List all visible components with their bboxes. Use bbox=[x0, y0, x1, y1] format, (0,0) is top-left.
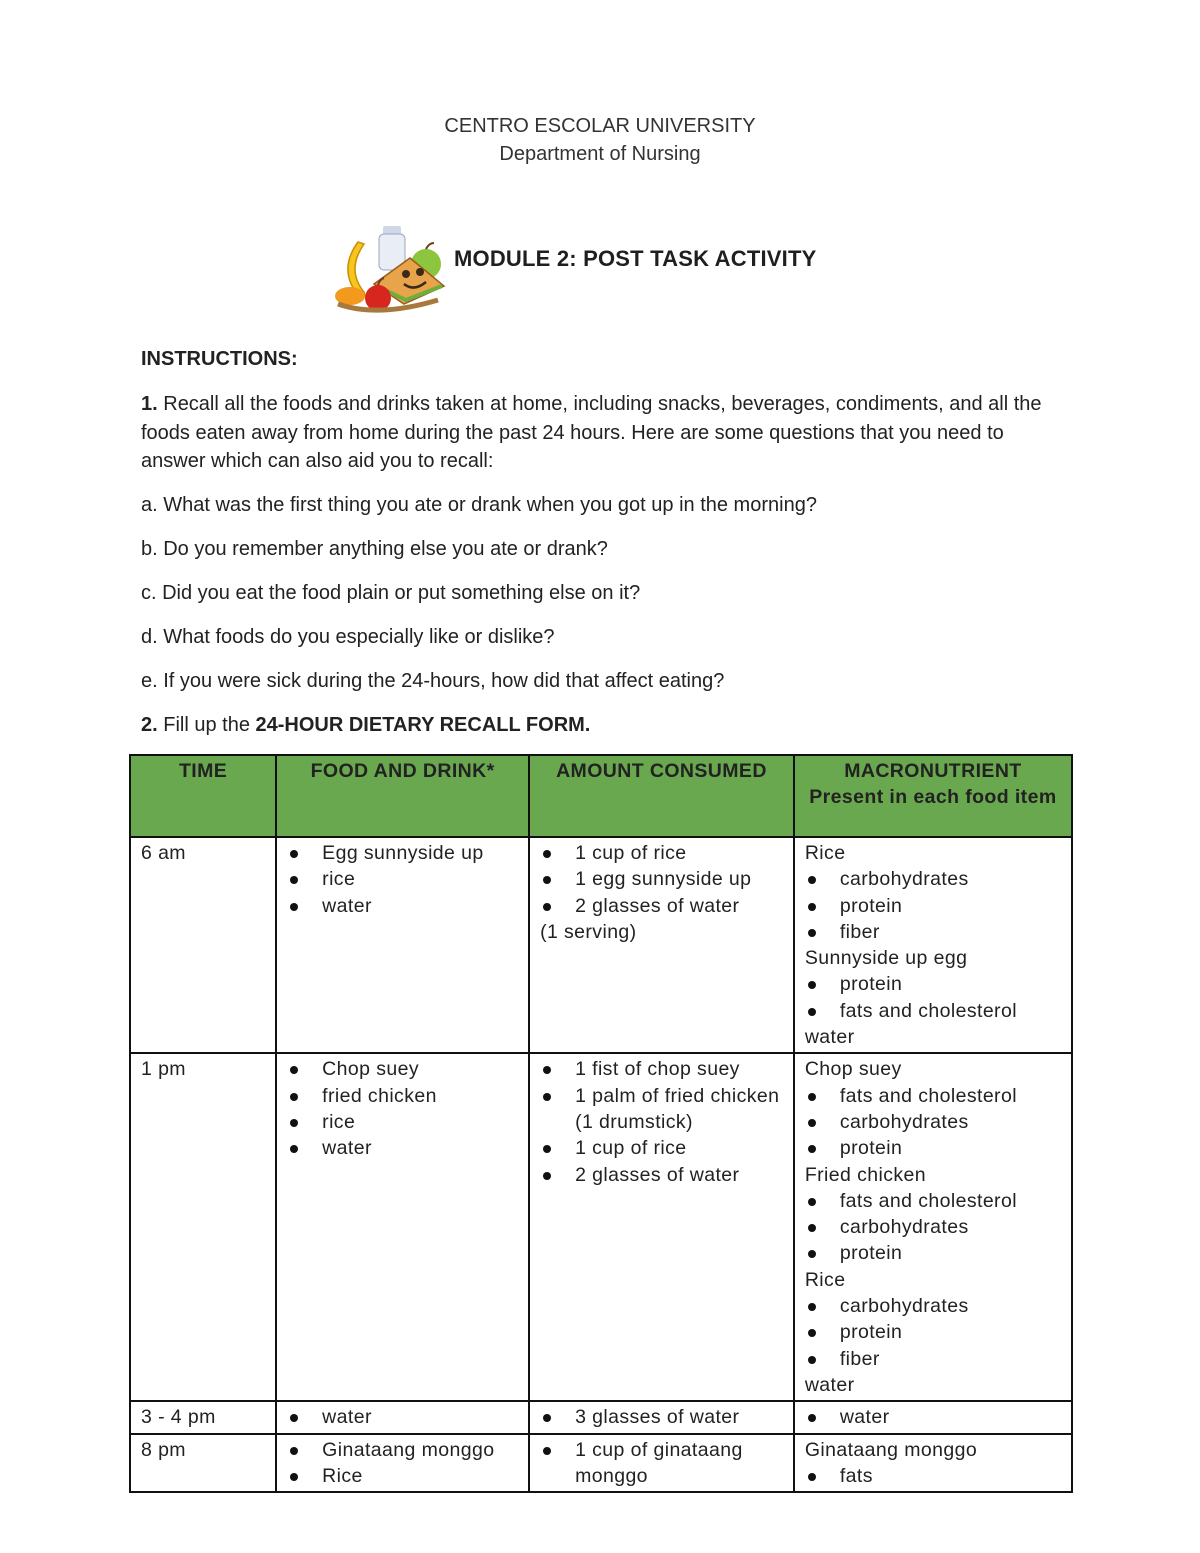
cell-food bbox=[276, 837, 529, 1053]
list-item: protein bbox=[805, 1319, 1061, 1345]
macro-label: Chop suey bbox=[804, 1058, 902, 1081]
dietary-recall-table bbox=[129, 754, 1073, 1493]
list-item: protein bbox=[805, 893, 1061, 919]
list-item: 1 fist of chop suey bbox=[540, 1056, 783, 1082]
page-header bbox=[0, 112, 1200, 168]
list-item: 2 glasses of water bbox=[540, 893, 783, 919]
table-row bbox=[130, 837, 1072, 1053]
cell-amount bbox=[529, 1401, 794, 1433]
header-amount: AMOUNT CONSUMED bbox=[529, 755, 794, 837]
cell-amount bbox=[529, 837, 794, 1053]
list-item: carbohydrates bbox=[805, 866, 1061, 892]
amount-note: (1 serving) bbox=[540, 920, 637, 943]
list-item: Egg sunnyside up bbox=[287, 840, 518, 866]
cell-macronutrient bbox=[794, 837, 1072, 1053]
question-b: b. Do you remember anything else you ate or drank? bbox=[141, 537, 608, 560]
list-item: fats and cholesterol bbox=[805, 1083, 1061, 1109]
instructions-heading: INSTRUCTIONS: bbox=[141, 348, 298, 370]
macro-label: Fried chicken bbox=[804, 1163, 926, 1186]
table-row bbox=[130, 1401, 1072, 1433]
cell-macronutrient bbox=[794, 1434, 1072, 1493]
table-header-row bbox=[130, 755, 1072, 837]
question-c: c. Did you eat the food plain or put something else on it? bbox=[141, 581, 641, 604]
list-item: water bbox=[287, 1135, 518, 1161]
list-item: fried chicken bbox=[287, 1083, 518, 1109]
list-item: Chop suey bbox=[287, 1056, 518, 1082]
item-number: 1. bbox=[141, 393, 158, 415]
cell-time: 3 - 4 pm bbox=[130, 1401, 276, 1433]
university-name: CENTRO ESCOLAR UNIVERSITY bbox=[444, 115, 756, 137]
list-item: protein bbox=[805, 1240, 1061, 1266]
list-item: 1 egg sunnyside up bbox=[540, 866, 783, 892]
macro-label: Rice bbox=[804, 842, 846, 864]
list-item: protein bbox=[805, 1135, 1061, 1161]
item-text: Fill up the bbox=[157, 713, 256, 736]
form-name: 24-HOUR DIETARY RECALL FORM. bbox=[255, 713, 591, 736]
list-item: 1 cup of rice bbox=[540, 840, 783, 866]
list-item: rice bbox=[287, 866, 518, 892]
module-banner bbox=[330, 224, 890, 314]
question-d: d. What foods do you especially like or dislike? bbox=[141, 625, 555, 648]
macro-label: Ginataang monggo bbox=[804, 1438, 978, 1461]
instruction-item-2 bbox=[141, 711, 1071, 739]
module-title: MODULE 2: POST TASK ACTIVITY bbox=[454, 246, 817, 271]
cell-amount bbox=[529, 1053, 794, 1401]
question-a: a. What was the first thing you ate or drank when you got up in the morning? bbox=[141, 493, 817, 516]
macro-label: Rice bbox=[804, 1268, 846, 1291]
list-item: fiber bbox=[805, 1346, 1061, 1372]
list-item: fiber bbox=[805, 919, 1061, 945]
cell-time: 1 pm bbox=[130, 1053, 276, 1401]
header-food: FOOD AND DRINK* bbox=[276, 755, 529, 837]
list-item: carbohydrates bbox=[805, 1293, 1061, 1319]
cell-macronutrient bbox=[794, 1053, 1072, 1401]
cell-food bbox=[276, 1053, 529, 1401]
food-basket-icon bbox=[330, 224, 448, 314]
list-item: protein bbox=[805, 971, 1061, 997]
list-item: water bbox=[287, 893, 518, 919]
cell-amount bbox=[529, 1434, 794, 1493]
cell-food bbox=[276, 1434, 529, 1493]
instructions-section bbox=[141, 346, 1071, 755]
header-macro-line2: Present in each food item bbox=[809, 786, 1057, 809]
macro-label: water bbox=[804, 1373, 855, 1396]
list-item: 1 cup of rice bbox=[540, 1135, 783, 1161]
list-item: Ginataang monggo bbox=[287, 1437, 518, 1463]
list-item: water bbox=[805, 1404, 1061, 1430]
header-macronutrient bbox=[794, 755, 1072, 837]
list-item: 2 glasses of water bbox=[540, 1162, 783, 1188]
cell-food bbox=[276, 1401, 529, 1433]
cell-time: 6 am bbox=[130, 837, 276, 1053]
item-text: Recall all the foods and drinks taken at home, including snacks, beverages, condiments, and all the foods eaten away from home during the past 24 hours. Here are some questions that you need to answer which can also aid you to recall: bbox=[141, 393, 1042, 472]
macro-label: Sunnyside up egg bbox=[804, 947, 968, 970]
macro-label: water bbox=[804, 1026, 855, 1049]
department-name: Department of Nursing bbox=[499, 143, 701, 165]
instruction-item-1 bbox=[141, 390, 1071, 476]
list-item: 1 cup of ginataang monggo bbox=[540, 1437, 783, 1490]
list-item: Rice bbox=[287, 1463, 518, 1489]
list-item: 1 palm of fried chicken (1 drumstick) bbox=[540, 1083, 783, 1136]
list-item: fats bbox=[805, 1463, 1061, 1489]
header-macro-line1: MACRONUTRIENT bbox=[844, 760, 1022, 782]
list-item: water bbox=[287, 1404, 518, 1430]
list-item: 3 glasses of water bbox=[540, 1404, 783, 1430]
list-item: fats and cholesterol bbox=[805, 1188, 1061, 1214]
cell-time: 8 pm bbox=[130, 1434, 276, 1493]
question-e: e. If you were sick during the 24-hours, how did that affect eating? bbox=[141, 669, 725, 692]
cell-macronutrient bbox=[794, 1401, 1072, 1433]
list-item: fats and cholesterol bbox=[805, 998, 1061, 1024]
table-row bbox=[130, 1434, 1072, 1493]
list-item: carbohydrates bbox=[805, 1109, 1061, 1135]
list-item: rice bbox=[287, 1109, 518, 1135]
header-time: TIME bbox=[130, 755, 276, 837]
list-item: carbohydrates bbox=[805, 1214, 1061, 1240]
item-number: 2. bbox=[141, 713, 158, 736]
table-row bbox=[130, 1053, 1072, 1401]
